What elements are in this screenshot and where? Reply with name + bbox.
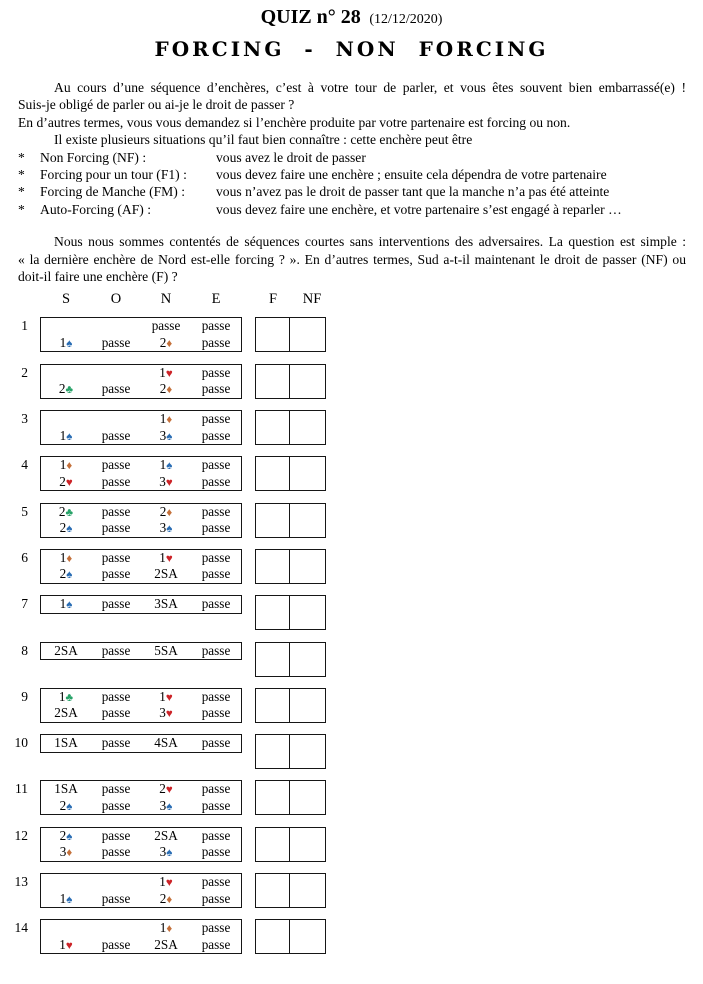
f-checkbox[interactable] [255, 503, 290, 538]
bid-cell: passe [201, 890, 231, 906]
bid-line [41, 689, 241, 706]
bid-line [41, 550, 241, 567]
row-number: 1 [21, 318, 28, 334]
bid-cell: passe [201, 427, 231, 443]
answer-checkboxes [255, 549, 326, 584]
bid-cell: passe [201, 381, 231, 397]
bid-line [41, 937, 241, 954]
nf-checkbox[interactable] [290, 503, 326, 538]
heart-icon: ♥ [165, 708, 173, 721]
quiz-number: QUIZ n° 28 [260, 6, 361, 28]
intro-line: Suis-je obligé de parler ou ai-je le droit de passer ? [18, 97, 295, 113]
answer-checkboxes [255, 410, 326, 445]
row-number: 2 [21, 364, 28, 380]
bid-cell: passe [151, 318, 181, 334]
bid-cell: 1SA [54, 781, 78, 797]
bidding-box [40, 688, 242, 723]
nf-checkbox[interactable] [290, 780, 326, 815]
bid-cell: 2♥ [59, 473, 73, 489]
bid-cell: passe [101, 827, 131, 843]
bid-cell: passe [201, 411, 231, 427]
diamond-icon: ♦ [166, 384, 173, 397]
intro-line: Il existe plusieurs situations qu’il faut bien connaître : cette enchère peut être [54, 132, 473, 148]
quiz-table [0, 317, 703, 954]
bid-cell: passe [101, 735, 131, 751]
bid-cell: 1♠ [59, 427, 73, 443]
bid-cell: 1♣ [58, 688, 74, 704]
definition-desc: vous n’avez pas le droit de passer tant que la manche n’a pas été atteinte [216, 184, 610, 200]
bid-line [41, 520, 241, 537]
bid-cell: passe [101, 520, 131, 536]
heart-icon: ♥ [165, 691, 173, 704]
f-checkbox[interactable] [255, 919, 290, 954]
bid-line [41, 335, 241, 352]
bid-cell: 2♠ [59, 797, 73, 813]
bid-cell: passe [101, 890, 131, 906]
answer-checkboxes [255, 827, 326, 862]
bid-cell: passe [201, 705, 231, 721]
bid-line [41, 318, 241, 335]
quiz-row [0, 873, 703, 908]
header-south: S [61, 291, 71, 308]
bid-cell: 1♥ [59, 936, 73, 952]
bid-cell: passe [201, 549, 231, 565]
quiz-row [0, 688, 703, 723]
bid-cell: passe [201, 503, 231, 519]
bidding-box [40, 503, 242, 538]
bid-cell: 2♦ [159, 381, 173, 397]
bid-cell: 4SA [154, 735, 178, 751]
definitions-list [18, 149, 686, 219]
bid-cell: passe [101, 473, 131, 489]
bid-cell: 1♠ [159, 457, 173, 473]
bid-cell: passe [201, 520, 231, 536]
f-checkbox[interactable] [255, 456, 290, 491]
bid-cell: passe [101, 549, 131, 565]
row-number: 6 [21, 549, 28, 565]
diamond-icon: ♦ [166, 414, 173, 427]
question-text [18, 233, 686, 285]
answer-checkboxes [255, 317, 326, 352]
spade-icon: ♠ [166, 523, 173, 536]
intro-text [18, 79, 686, 285]
header-non-forcing: NF [302, 291, 322, 308]
bid-cell: passe [201, 735, 231, 751]
f-checkbox[interactable] [255, 827, 290, 862]
bid-line [41, 705, 241, 722]
question-line: Nous nous sommes contentés de séquences courtes sans interventions des adversaires. La question est simple : [54, 234, 686, 250]
quiz-row [0, 827, 703, 862]
definition-row [18, 149, 686, 166]
bid-cell: passe [101, 334, 131, 350]
nf-checkbox[interactable] [290, 827, 326, 862]
diamond-icon: ♦ [66, 847, 73, 860]
header-forcing: F [268, 291, 278, 308]
definition-label: Forcing pour un tour (F1) : [40, 167, 187, 183]
bid-cell: 1♦ [59, 549, 73, 565]
bid-cell: 1♦ [159, 920, 173, 936]
bid-cell: 3♥ [159, 473, 173, 489]
definition-desc: vous devez faire une enchère, et votre partenaire s’est engagé à reparler … [216, 201, 622, 217]
answer-checkboxes [255, 919, 326, 954]
heart-icon: ♥ [65, 939, 73, 952]
heart-icon: ♥ [165, 552, 173, 565]
bid-cell: 3SA [154, 596, 178, 612]
row-number: 13 [14, 874, 28, 890]
quiz-row [0, 503, 703, 538]
intro-line: Au cours d’une séquence d’enchères, c’est à votre tour de parler, et vous êtes souvent bien embarrassé(e) ! [54, 80, 686, 95]
bid-cell: 2♣ [58, 381, 74, 397]
bid-cell: passe [201, 797, 231, 813]
bid-cell: 3♦ [59, 844, 73, 860]
nf-checkbox[interactable] [290, 642, 326, 677]
bidding-box [40, 642, 242, 661]
f-checkbox[interactable] [255, 410, 290, 445]
f-checkbox[interactable] [255, 642, 290, 677]
definition-row [18, 183, 686, 200]
bid-cell: 3♠ [159, 427, 173, 443]
bidding-box [40, 595, 242, 614]
answer-checkboxes [255, 780, 326, 815]
bidding-box [40, 364, 242, 399]
diamond-icon: ♦ [66, 552, 73, 565]
bid-cell: 3♠ [159, 520, 173, 536]
bid-cell [41, 365, 91, 383]
nf-checkbox[interactable] [290, 317, 326, 352]
f-checkbox[interactable] [255, 780, 290, 815]
heart-icon: ♥ [65, 476, 73, 489]
bid-line [41, 381, 241, 398]
definition-row [18, 201, 686, 218]
bullet-asterisk: * [18, 201, 25, 217]
f-checkbox[interactable] [255, 549, 290, 584]
bullet-asterisk: * [18, 184, 25, 200]
bid-line [41, 781, 241, 798]
bid-cell: 2♦ [159, 503, 173, 519]
bid-cell [91, 365, 141, 383]
diamond-icon: ♦ [166, 893, 173, 906]
spade-icon: ♠ [66, 523, 73, 536]
answer-checkboxes [255, 734, 326, 769]
bid-cell: 2♣ [58, 503, 74, 519]
bid-cell [41, 920, 91, 938]
bid-cell: 1♥ [159, 549, 173, 565]
bid-line [41, 891, 241, 908]
bullet-asterisk: * [18, 149, 25, 165]
bid-cell: passe [201, 364, 231, 380]
bid-cell: passe [201, 844, 231, 860]
bid-cell [91, 920, 141, 938]
bid-cell: 2SA [154, 827, 178, 843]
f-checkbox[interactable] [255, 317, 290, 352]
bid-cell: passe [201, 457, 231, 473]
definition-label: Forcing de Manche (FM) : [40, 184, 185, 200]
question-line: doit-il faire une enchère (F) ? [18, 269, 178, 285]
bid-cell: passe [101, 781, 131, 797]
quiz-row [0, 595, 703, 630]
bid-cell: 1♠ [59, 334, 73, 350]
heart-icon: ♥ [165, 784, 173, 797]
bidding-box [40, 410, 242, 445]
row-number: 4 [21, 457, 28, 473]
bid-cell: passe [201, 642, 231, 658]
header-north: N [160, 291, 172, 308]
bidding-box [40, 873, 242, 908]
bidding-box [40, 780, 242, 815]
bidding-box [40, 317, 242, 352]
quiz-date: (12/12/2020) [369, 12, 443, 27]
header-east: E [211, 291, 221, 308]
bid-cell: 2♠ [59, 566, 73, 582]
quiz-row [0, 549, 703, 584]
f-checkbox[interactable] [255, 734, 290, 769]
bid-cell: passe [101, 844, 131, 860]
quiz-row [0, 734, 703, 769]
quiz-row [0, 919, 703, 954]
row-number: 9 [21, 688, 28, 704]
answer-checkboxes [255, 688, 326, 723]
row-number: 11 [15, 781, 28, 797]
bid-cell [41, 874, 91, 892]
bid-cell: 2SA [54, 642, 78, 658]
definition-row [18, 166, 686, 183]
bid-line [41, 504, 241, 521]
nf-checkbox[interactable] [290, 549, 326, 584]
bid-cell: passe [201, 473, 231, 489]
bullet-asterisk: * [18, 167, 25, 183]
quiz-row [0, 364, 703, 399]
f-checkbox[interactable] [255, 873, 290, 908]
bid-line [41, 596, 241, 613]
answer-checkboxes [255, 456, 326, 491]
answer-checkboxes [255, 595, 326, 630]
spade-icon: ♠ [66, 800, 73, 813]
f-checkbox[interactable] [255, 364, 290, 399]
bid-cell: passe [201, 318, 231, 334]
nf-checkbox[interactable] [290, 919, 326, 954]
bid-line [41, 735, 241, 752]
bid-cell: 1SA [54, 735, 78, 751]
nf-checkbox[interactable] [290, 873, 326, 908]
spade-icon: ♠ [66, 430, 73, 443]
answer-checkboxes [255, 873, 326, 908]
spade-icon: ♠ [166, 460, 173, 473]
nf-checkbox[interactable] [290, 734, 326, 769]
row-number: 3 [21, 411, 28, 427]
heart-icon: ♥ [165, 476, 173, 489]
bid-cell: passe [101, 596, 131, 612]
bid-cell [91, 411, 141, 429]
bid-cell: passe [101, 688, 131, 704]
quiz-row [0, 780, 703, 815]
bid-cell: 2♥ [159, 781, 173, 797]
club-icon: ♣ [65, 506, 74, 519]
quiz-row [0, 642, 703, 677]
bid-cell: 2♠ [59, 827, 73, 843]
bid-cell: passe [201, 781, 231, 797]
diamond-icon: ♦ [166, 337, 173, 350]
bid-cell [41, 318, 91, 335]
spade-icon: ♠ [66, 830, 73, 843]
bid-cell: passe [201, 874, 231, 890]
bid-cell: 2♠ [59, 520, 73, 536]
quiz-row [0, 410, 703, 445]
bid-line [41, 920, 241, 937]
spade-icon: ♠ [66, 599, 73, 612]
bid-cell: passe [101, 642, 131, 658]
bid-cell: passe [101, 797, 131, 813]
bidding-box [40, 734, 242, 753]
bid-line [41, 411, 241, 428]
bid-cell: 1♥ [159, 874, 173, 890]
definition-label: Auto-Forcing (AF) : [40, 201, 152, 217]
club-icon: ♣ [65, 691, 74, 704]
bidding-box [40, 549, 242, 584]
f-checkbox[interactable] [255, 595, 290, 630]
nf-checkbox[interactable] [290, 364, 326, 399]
spade-icon: ♠ [166, 800, 173, 813]
bid-cell: 1♠ [59, 890, 73, 906]
bid-cell: 2SA [154, 566, 178, 582]
bid-line [41, 566, 241, 583]
bid-line [41, 828, 241, 845]
row-number: 12 [14, 827, 28, 843]
row-number: 10 [14, 735, 28, 751]
bid-cell [41, 411, 91, 429]
diamond-icon: ♦ [166, 506, 173, 519]
bid-cell: passe [201, 920, 231, 936]
bidding-box [40, 827, 242, 862]
intro-line: En d’autres termes, vous vous demandez si l’enchère produite par votre partenaire est forcing ou non. [18, 114, 571, 130]
diamond-icon: ♦ [166, 923, 173, 936]
bidding-box [40, 456, 242, 491]
page-title [0, 0, 703, 29]
definition-label: Non Forcing (NF) : [40, 149, 147, 165]
bid-cell: passe [101, 457, 131, 473]
row-number: 5 [21, 503, 28, 519]
diamond-icon: ♦ [66, 460, 73, 473]
bid-cell: passe [101, 381, 131, 397]
bid-cell [91, 874, 141, 892]
bid-cell: passe [101, 936, 131, 952]
bid-cell: passe [201, 566, 231, 582]
definition-desc: vous devez faire une enchère ; ensuite cela dépendra de votre partenaire [216, 167, 607, 183]
heart-icon: ♥ [165, 367, 173, 380]
bid-cell: 2♦ [159, 890, 173, 906]
quiz-row [0, 317, 703, 352]
f-checkbox[interactable] [255, 688, 290, 723]
spade-icon: ♠ [66, 569, 73, 582]
nf-checkbox[interactable] [290, 410, 326, 445]
bid-line [41, 428, 241, 445]
bid-cell: 1♥ [159, 364, 173, 380]
bid-cell: passe [101, 566, 131, 582]
heart-icon: ♥ [165, 877, 173, 890]
bid-cell: passe [201, 596, 231, 612]
bid-line [41, 844, 241, 861]
spade-icon: ♠ [166, 847, 173, 860]
bid-cell: passe [101, 503, 131, 519]
bid-line [41, 365, 241, 382]
bid-cell: 2SA [154, 936, 178, 952]
nf-checkbox[interactable] [290, 595, 326, 630]
bid-cell: 3♠ [159, 844, 173, 860]
bid-line [41, 643, 241, 660]
bid-line [41, 798, 241, 815]
spade-icon: ♠ [66, 337, 73, 350]
bid-cell: passe [201, 688, 231, 704]
bid-cell: passe [201, 936, 231, 952]
bid-line [41, 874, 241, 891]
bid-cell: 5SA [154, 642, 178, 658]
row-number: 14 [14, 920, 28, 936]
spade-icon: ♠ [66, 893, 73, 906]
bid-line [41, 457, 241, 474]
row-number: 8 [21, 642, 28, 658]
bid-cell: 3♠ [159, 797, 173, 813]
bidding-box [40, 919, 242, 954]
definition-desc: vous avez le droit de passer [216, 149, 366, 165]
quiz-row [0, 456, 703, 491]
bid-cell: 1♠ [59, 596, 73, 612]
page-subtitle: FORCING - NON FORCING [154, 37, 549, 61]
question-line: « la dernière enchère de Nord est-elle forcing ? ». En d’autres termes, Sud a-t-il maintenant le droit de passer (NF) ou [18, 251, 686, 267]
bid-cell: passe [201, 334, 231, 350]
bid-cell: 1♦ [59, 457, 73, 473]
nf-checkbox[interactable] [290, 688, 326, 723]
bid-cell: passe [101, 427, 131, 443]
bid-cell: passe [201, 827, 231, 843]
bid-cell: 3♥ [159, 705, 173, 721]
bid-line [41, 474, 241, 491]
bid-cell [91, 318, 141, 335]
spade-icon: ♠ [166, 430, 173, 443]
table-header [0, 291, 703, 307]
bid-cell: 1♦ [159, 411, 173, 427]
bid-cell: passe [101, 705, 131, 721]
answer-checkboxes [255, 642, 326, 677]
bid-cell: 1♥ [159, 688, 173, 704]
answer-checkboxes [255, 364, 326, 399]
nf-checkbox[interactable] [290, 456, 326, 491]
row-number: 7 [21, 596, 28, 612]
bid-cell: 2SA [54, 705, 78, 721]
header-west: O [110, 291, 122, 308]
club-icon: ♣ [65, 384, 74, 397]
answer-checkboxes [255, 503, 326, 538]
bid-cell: 2♦ [159, 334, 173, 350]
